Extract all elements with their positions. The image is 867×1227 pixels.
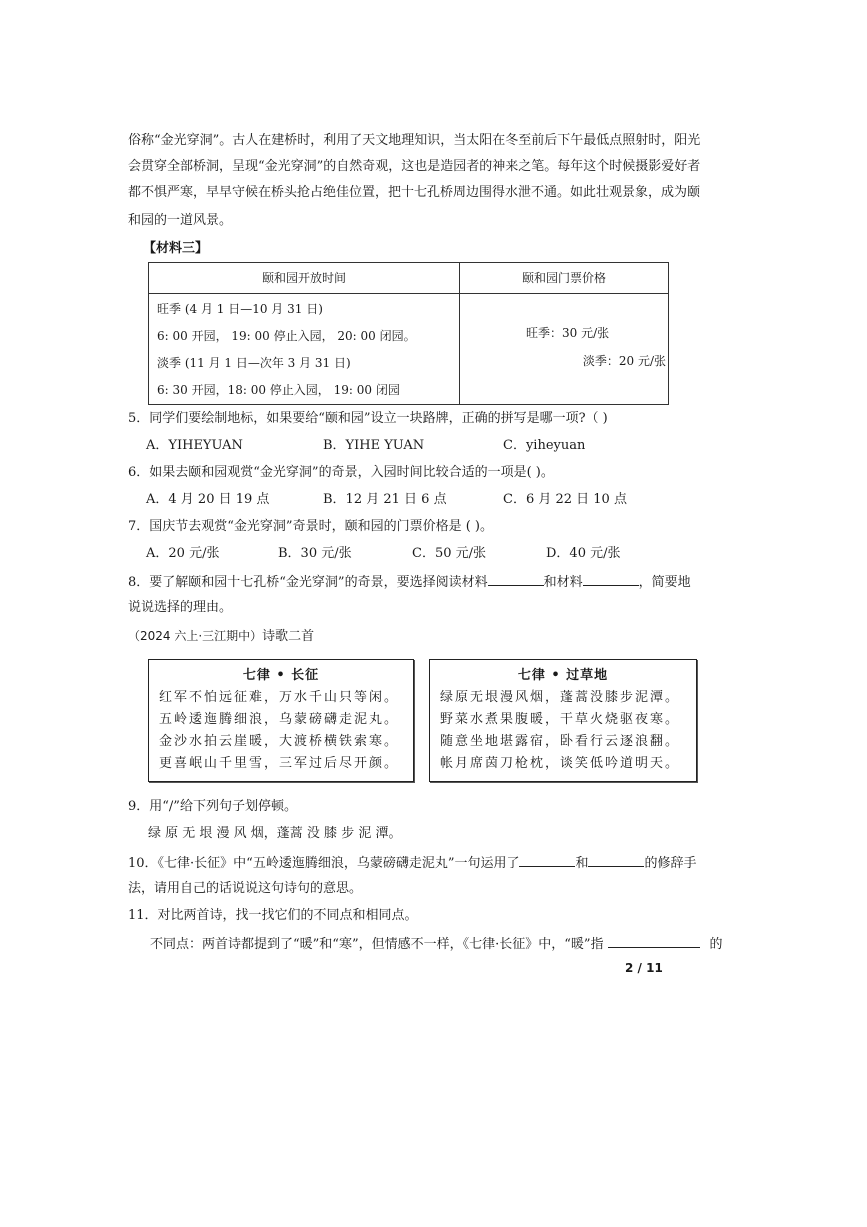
q7-option-a[interactable]: A．20 元/张 <box>146 546 220 561</box>
question-5: 5．同学们要绘制地标，如果要给“颐和园”设立一块路牌，正确的拼写是哪一项?（ ) <box>128 411 608 426</box>
question-8 <box>128 571 691 593</box>
table-header-prices: 颐和园门票价格 <box>460 263 669 294</box>
q6-option-c[interactable]: C．6 月 22 日 10 点 <box>503 492 627 507</box>
q5-option-a[interactable]: A．YIHEYUAN <box>146 438 243 453</box>
q10-text-3: 的修辞手 <box>644 856 697 871</box>
q5-option-b[interactable]: B．YIHE YUAN <box>323 438 425 453</box>
passage-line: 俗称“金光穿洞”。古人在建桥时，利用了天文地理知识，当太阳在冬至前后下午最低点照射时，阳光 <box>128 133 701 148</box>
poem-box-long-march <box>148 659 414 782</box>
page-number: 2 / 11 <box>625 961 663 975</box>
section-title: 诗歌二首 <box>262 629 315 644</box>
poem-box-grassland <box>429 659 697 782</box>
q10-answer-blank-1[interactable] <box>519 852 575 867</box>
poem-line: 更喜岷山千里雪，三军过后尽开颜。 <box>159 756 400 771</box>
hours-line: 旺季 (4 月 1 日—10 月 31 日) <box>157 302 323 316</box>
poem-line: 绿原无垠漫风烟，蓬蒿没膝步泥潭。 <box>440 690 681 705</box>
question-10-line-2: 法，请用自己的话说说这句诗句的意思。 <box>128 881 363 896</box>
q10-answer-blank-2[interactable] <box>588 852 644 867</box>
q7-option-d[interactable]: D．40 元/张 <box>546 546 621 561</box>
material-three-label: 【材料三】 <box>143 241 209 256</box>
poem-line: 野菜水煮果腹暖，干草火烧驱夜寒。 <box>440 712 681 727</box>
material-three-table <box>148 262 669 405</box>
poem-title: 七律 • 长征 <box>242 668 320 683</box>
question-11: 11．对比两首诗，找一找它们的不同点和相同点。 <box>128 908 418 923</box>
q11-text-2: 的 <box>709 937 723 952</box>
passage-line: 都不惧严寒，早早守候在桥头抢占绝佳位置，把十七孔桥周边围得水泄不通。如此壮观景象，成为颐 <box>128 185 701 200</box>
table-header-hours: 颐和园开放时间 <box>149 263 460 294</box>
section-source: （2024 六上·三江期中） <box>128 629 263 643</box>
passage-line: 和园的一道风景。 <box>128 213 233 228</box>
q6-option-a[interactable]: A．4 月 20 日 19 点 <box>146 492 270 507</box>
question-10 <box>128 852 697 874</box>
q8-text-3: ，简要地 <box>638 575 691 590</box>
question-7: 7．国庆节去观赏“金光穿洞”奇景时，颐和园的门票价格是 ( )。 <box>128 519 493 534</box>
q10-text-2: 和 <box>575 856 589 871</box>
hours-cell <box>149 294 460 405</box>
question-8-line-2: 说说选择的理由。 <box>128 600 233 615</box>
poem-line: 五岭逶迤腾细浪，乌蒙磅礴走泥丸。 <box>159 712 400 727</box>
q5-option-c[interactable]: C．yiheyuan <box>503 438 586 453</box>
poem-line: 红军不怕远征难，万水千山只等闲。 <box>159 690 400 705</box>
q7-option-c[interactable]: C．50 元/张 <box>412 546 487 561</box>
hours-line: 淡季 (11 月 1 日—次年 3 月 31 日) <box>157 356 351 370</box>
hours-line: 6: 30 开园，18: 00 停止入园， 19: 00 闭园 <box>157 383 400 397</box>
passage-line: 会贯穿全部桥洞，呈现“金光穿洞”的自然奇观，这也是造园者的神来之笔。每年这个时候摄影爱好者 <box>128 159 701 174</box>
prices-cell <box>460 294 669 405</box>
hours-line: 6: 00 开园， 19: 00 停止入园， 20: 00 闭园。 <box>157 329 416 343</box>
q8-answer-blank-2[interactable] <box>583 571 639 586</box>
q8-text-1: 8．要了解颐和园十七孔桥“金光穿洞”的奇景，要选择阅读材料 <box>128 575 488 590</box>
section-header <box>128 626 314 647</box>
q8-text-2: 和材料 <box>543 575 583 590</box>
price-peak: 旺季：30 元/张 <box>526 326 610 340</box>
q11-difference <box>150 933 723 955</box>
q11-text-1: 不同点：两首诗都提到了“暖”和“寒”，但情感不一样，《七律·长征》中，“暖”指 <box>150 937 604 952</box>
question-6: 6．如果去颐和园观赏“金光穿洞”的奇景，入园时间比较合适的一项是( )。 <box>128 465 554 480</box>
q8-answer-blank-1[interactable] <box>488 571 544 586</box>
question-9: 9．用“/”给下列句子划停顿。 <box>128 799 297 814</box>
q10-text-1: 10．《七律·长征》中“五岭逶迤腾细浪，乌蒙磅礴走泥丸”一句运用了 <box>128 856 520 871</box>
poem-title: 七律 • 过草地 <box>517 668 609 683</box>
q6-option-b[interactable]: B．12 月 21 日 6 点 <box>323 492 447 507</box>
q9-sentence: 绿 原 无 垠 漫 风 烟，蓬蒿 没 膝 步 泥 潭。 <box>148 826 402 841</box>
q11-answer-blank[interactable] <box>608 933 700 948</box>
poem-line: 随意坐地堪露宿，卧看行云逐浪翻。 <box>440 734 681 749</box>
q7-option-b[interactable]: B．30 元/张 <box>278 546 352 561</box>
price-off-peak: 淡季：20 元/张 <box>582 354 666 368</box>
poem-line: 金沙水拍云崖暖，大渡桥横铁索寒。 <box>159 734 400 749</box>
poem-line: 帐月席茵刀枪枕，谈笑低吟道明天。 <box>440 756 681 771</box>
